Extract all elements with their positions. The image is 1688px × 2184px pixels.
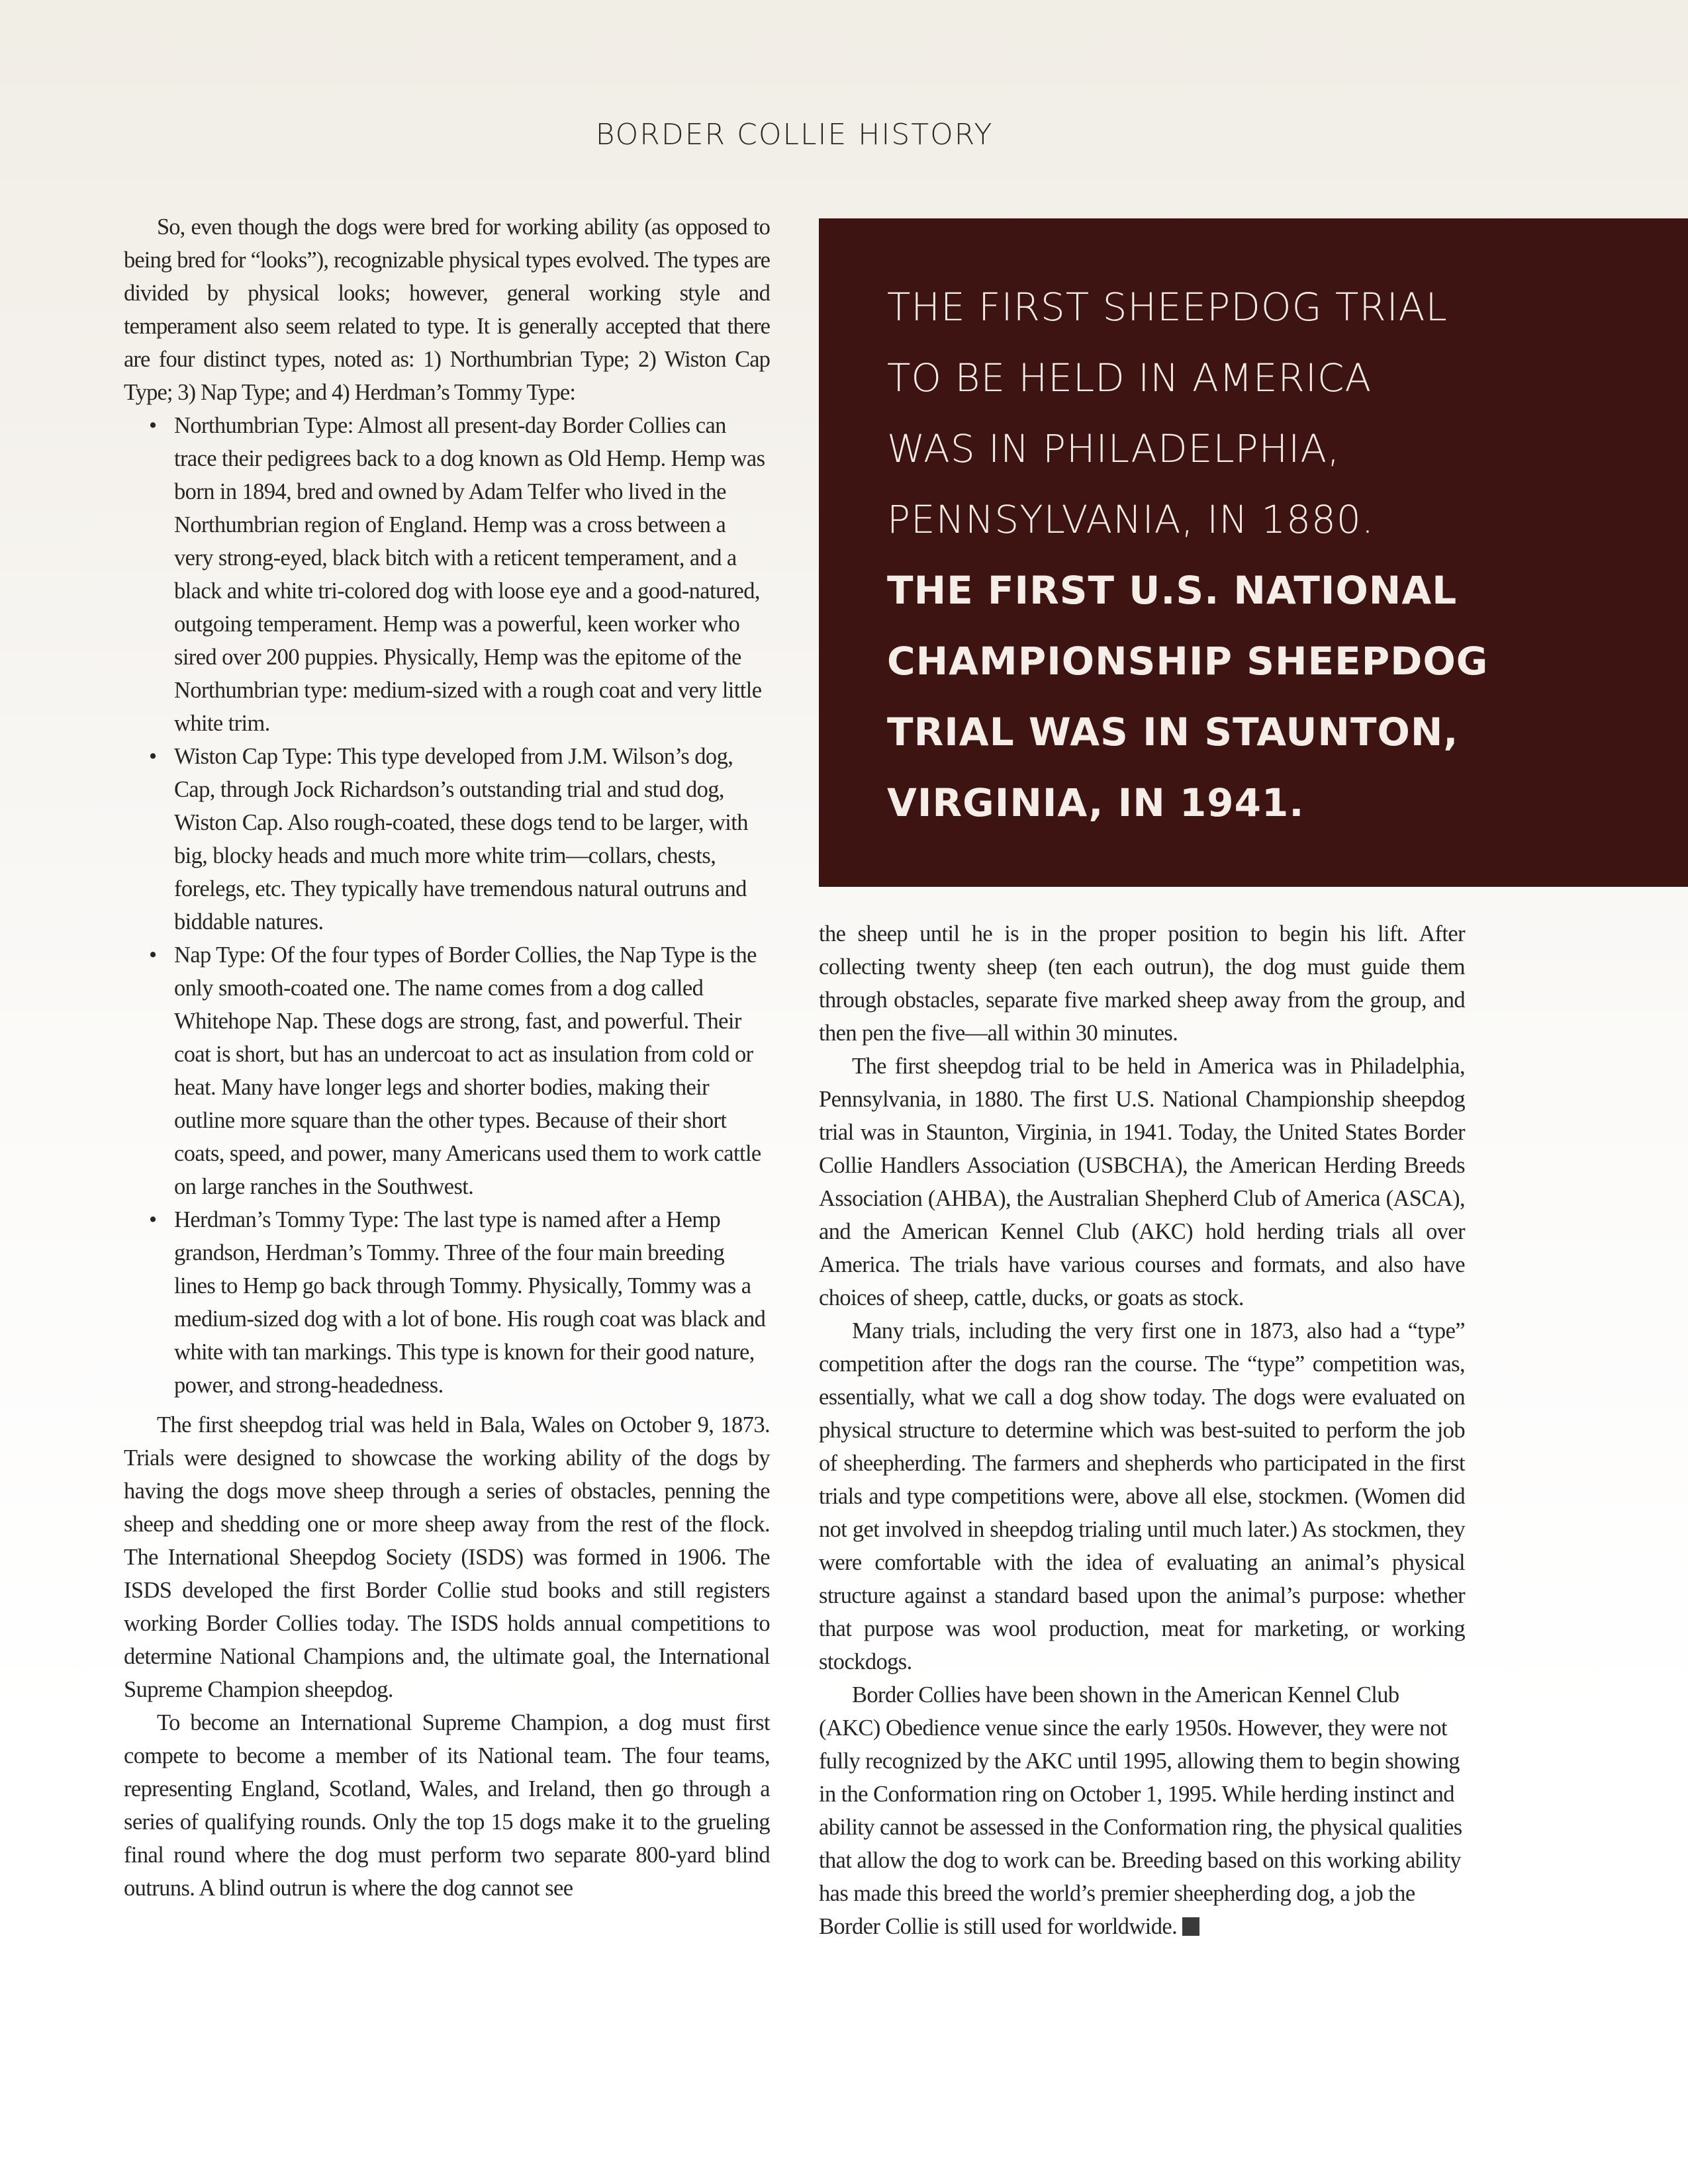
body-paragraph: Many trials, including the very first one in 1873, also had a “type” competition after the dogs ran the course. The “type” competition was, essentially, what we call a dog show today. The dogs were evaluated on physical structure to determine which was best-suited to perform the job of sheepherding. The farmers and shepherds who participated in the first trials and type competitions were, above all else, stockmen. (Women did not get involved in sheepdog trialing until much later.) As stockmen, they were comfortable with the idea of evaluating an animal’s physical structure against a standard based upon the animal’s purpose: whether that purpose was wool production, meat for marketing, or working stockdogs. [819, 1318, 1465, 1674]
list-item [149, 938, 770, 1203]
list-item-text: Nap Type: Of the four types of Border Collies, the Nap Type is the only smooth-coated one. The name comes from a dog called Whitehope Nap. These dogs are strong, fast, and powerful. Their coat is short, but has an undercoat to act as insulation from cold or heat. Many have longer legs and shorter bodies, making their outline more square than the other types. Because of their short coats, speed, and power, many Americans used them to work cattle on large ranches in the Southwest. [174, 942, 761, 1199]
pull-quote-line: PENNSYLVANIA, IN 1880. [887, 497, 1375, 542]
list-item-text: Wiston Cap Type: This type developed from J.M. Wilson’s dog, Cap, through Jock Richardson’s outstanding trial and stud dog, Wiston Cap. Also rough-coated, these dogs tend to be larger, with big, blocky heads and much more white trim—collars, chests, forelegs, etc. They typically have tremendous natural outruns and biddable natures. [174, 744, 748, 934]
body-paragraph: The first sheepdog trial to be held in America was in Philadelphia, Pennsylvania, in 1880. The first U.S. National Championship sheepdog trial was in Staunton, Virginia, in 1941. Today, the United States Border Collie Handlers Association (USBCHA), the American Herding Breeds Association (AHBA), the Australian Shepherd Club of America (ASCA), and the American Kennel Club (AKC) hold herding trials all over America. The trials have various courses and formats, and also have choices of sheep, cattle, ducks, or goats as stock. [819, 1054, 1465, 1310]
pull-quote-line: THE FIRST SHEEPDOG TRIAL [887, 285, 1448, 330]
bullet-icon: • [149, 942, 157, 968]
list-item-text: Northumbrian Type: Almost all present-day Border Collies can trace their pedigrees back to a dog known as Old Hemp. Hemp was born in 1894, bred and owned by Adam Telfer who lived in the Northumbrian region of England. Hemp was a cross between a very strong-eyed, black bitch with a reticent temperament, and a black and white tri-colored dog with loose eye and a good-natured, outgoing temperament. Hemp was a powerful, keen worker who sired over 200 puppies. Physically, Hemp was the epitome of the Northumbrian type: medium-sized with a rough coat and very little white trim. [174, 413, 765, 736]
body-paragraph: The first sheepdog trial was held in Bala, Wales on October 9, 1873. Trials were designed to showcase the working ability of the dogs by having the dogs move sheep through a series of obstacles, penning the sheep and shedding one or more sheep away from the rest of the flock. The International Sheepdog Society (ISDS) was formed in 1906. The ISDS developed the first Border Collie stud books and still registers working Border Collies today. The ISDS holds annual competitions to determine National Champions and, the ultimate goal, the International Supreme Champion sheepdog. [124, 1412, 770, 1702]
list-item [149, 1203, 770, 1402]
pull-quote-line-bold: VIRGINIA, IN 1941. [887, 780, 1305, 825]
pull-quote-line: TO BE HELD IN AMERICA [887, 355, 1372, 400]
pull-quote-line-bold: TRIAL WAS IN STAUNTON, [887, 709, 1459, 754]
bullet-icon: • [149, 744, 157, 769]
pull-quote-line-bold: CHAMPIONSHIP SHEEPDOG [887, 639, 1489, 684]
body-paragraph [819, 1678, 1465, 1943]
bullet-icon: • [149, 413, 157, 438]
end-mark-icon [1182, 1917, 1199, 1936]
final-paragraph-text: Border Collies have been shown in the American Kennel Club (AKC) Obedience venue since the early 1950s. However, they were not fully recognized by the AKC until 1995, allowing them to begin showing in the Conformation ring on October 1, 1995. While herding instinct and ability cannot be assessed in the Conformation ring, the physical qualities that allow the dog to work can be. Breeding based on this working ability has made this breed the world’s premier sheepherding dog, a job the Border Collie is still used for worldwide. [819, 1682, 1462, 1939]
pull-quote-box [819, 218, 1688, 887]
intro-paragraph: So, even though the dogs were bred for working ability (as opposed to being bred for “looks”), recognizable physical types evolved. The types are divided by physical looks; however, general working style and temperament also seem related to type. It is generally accepted that there are four distinct types, noted as: 1) Northumbrian Type; 2) Wiston Cap Type; 3) Nap Type; and 4) Herdman’s Tommy Type: [124, 214, 770, 405]
left-column [124, 210, 770, 1905]
pull-quote-line: WAS IN PHILADELPHIA, [887, 426, 1340, 471]
bullet-icon: • [149, 1207, 157, 1232]
body-paragraph: To become an International Supreme Champion, a dog must first compete to become a member of its National team. The four teams, representing England, Scotland, Wales, and Ireland, then go through a series of qualifying rounds. Only the top 15 dogs make it to the grueling final round where the dog must perform two separate 800-yard blind outruns. A blind outrun is where the dog cannot see [124, 1710, 770, 1901]
right-column [819, 917, 1465, 1943]
continued-paragraph: the sheep until he is in the proper position to begin his lift. After collecting twenty sheep (ten each outrun), the dog must guide them through obstacles, separate five marked sheep away from the group, and then pen the five—all within 30 minutes. [819, 921, 1465, 1046]
list-item [149, 740, 770, 938]
list-item-text: Herdman’s Tommy Type: The last type is named after a Hemp grandson, Herdman’s Tommy. Three of the four main breeding lines to Hemp go back through Tommy. Physically, Tommy was a medium-sized dog with a lot of bone. His rough coat was black and white with tan markings. This type is known for their good nature, power, and strong-headedness. [174, 1207, 766, 1398]
page-header: BORDER COLLIE HISTORY [595, 118, 994, 152]
types-list [124, 409, 770, 1402]
list-item [149, 409, 770, 740]
pull-quote-line-bold: THE FIRST U.S. NATIONAL [887, 568, 1458, 613]
